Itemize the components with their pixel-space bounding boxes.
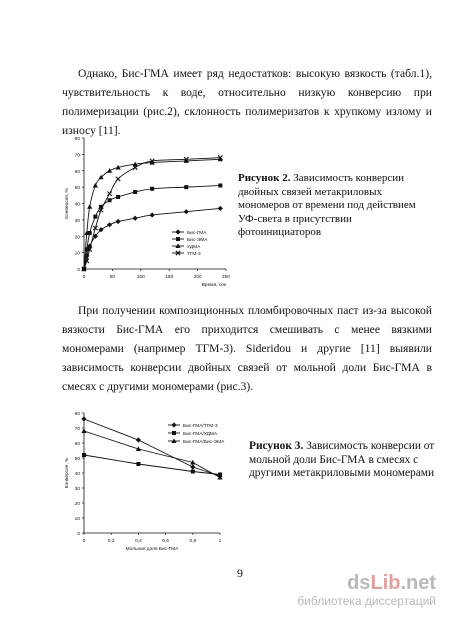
y-tick-label: 80 (74, 137, 80, 142)
data-point (116, 177, 120, 181)
x-tick-label: 0,4 (135, 539, 142, 544)
data-point (115, 219, 120, 224)
y-tick-label: 0 (77, 268, 80, 273)
x-tick-label: 150 (165, 275, 174, 280)
legend-marker (171, 422, 176, 427)
data-point (107, 191, 111, 195)
data-point (93, 183, 98, 188)
data-point (133, 216, 138, 221)
legend-entry: Бис-ГМА/Бис-ЭМА (183, 439, 225, 445)
legend-marker (172, 431, 176, 435)
y-tick-label: 10 (74, 517, 80, 522)
x-tick-label: 250 (221, 275, 231, 280)
figure-2-svg (62, 128, 247, 288)
figure-3-caption-label: Рисунок 3. (249, 440, 304, 452)
y-tick-label: 70 (74, 427, 80, 432)
data-point (190, 464, 195, 469)
data-point (136, 462, 140, 466)
x-tick-label: 1 (218, 539, 222, 544)
y-tick-label: 70 (74, 153, 80, 159)
legend-entry: Бис-ГМА (187, 230, 207, 236)
x-tick-label: 0 (82, 539, 86, 544)
figure-2-caption-label: Рисунок 2. (238, 172, 291, 184)
data-point (107, 168, 112, 173)
data-point (150, 187, 154, 191)
data-point (81, 416, 86, 421)
watermark-lib: Lib (370, 572, 401, 594)
paragraph-2-text: При получении композиционных пломбировочных паст из-за высокой вязкости Бис-ГМА его приходится смешивать с менее вязкими мономерами (например ТГМ-3). Sideridou и другие [11] выявили зависимость конверсии двойных связей от мольной доли Бис-ГМА в смесях с другими мономерами (рис.3). (62, 304, 432, 393)
y-axis-label: Конверсия, % (65, 188, 70, 219)
y-tick-label: 40 (74, 202, 80, 208)
x-tick-label: 200 (193, 275, 202, 280)
data-point (184, 185, 188, 189)
figure-3-svg (62, 405, 247, 555)
y-tick-label: 40 (74, 472, 80, 477)
legend-marker (175, 229, 180, 234)
series-line (84, 431, 220, 478)
data-point (81, 428, 86, 433)
y-tick-label: 80 (74, 412, 80, 417)
data-point (116, 195, 120, 199)
data-point (133, 190, 137, 194)
figure-2-chart (62, 128, 247, 293)
paragraph-1-text: Однако, Бис-ГМА имеет ряд недостатков: высокую вязкость (табл.1), чувствительность к воде, относительно низкую конверсию при полимеризации (рис.2), склонность полимеризатов к хрупкому излому и износу [11]. (62, 67, 432, 137)
y-tick-label: 10 (74, 251, 80, 257)
data-point (191, 470, 195, 474)
legend-entry: Бис-ГМА/УДМА (183, 431, 218, 437)
watermark-ds: ds (347, 572, 371, 594)
y-tick-label: 50 (74, 186, 80, 192)
data-point (82, 453, 86, 457)
paragraph-2 (62, 301, 432, 396)
figure-3-caption-text: Зависимость конверсии от мольной доли Бис-ГМА в смесях с другими метакриловыми мономерами (249, 440, 435, 479)
x-tick-label: 0,8 (189, 539, 197, 544)
x-tick-label: 100 (136, 275, 145, 280)
x-tick-label: 0,6 (162, 539, 169, 544)
y-tick-label: 30 (74, 487, 80, 492)
legend-entry: ТГМ-3 (187, 251, 201, 257)
data-point (136, 437, 141, 442)
data-point (218, 183, 222, 187)
figure-2-caption-text: Зависимость конверсии двойных связей метакриловых мономеров от времени под действием УФ-света в присутствии фотоинициаторов (238, 172, 416, 238)
y-tick-label: 50 (74, 457, 80, 462)
legend-marker (176, 237, 180, 241)
data-point (218, 206, 223, 211)
y-tick-label: 20 (74, 502, 80, 507)
data-point (108, 198, 112, 202)
figure-2-caption (238, 172, 434, 240)
watermark-subtitle: библиотека диссертаций (297, 594, 436, 608)
page-number: 9 (237, 566, 243, 580)
x-tick-label: 50 (109, 275, 116, 280)
watermark-net: .net (400, 572, 436, 594)
series-line (84, 455, 220, 475)
legend-entry: Бис-ГМА/ТГМ-3 (183, 423, 218, 429)
data-point (107, 222, 112, 227)
y-tick-label: 20 (74, 235, 80, 241)
y-tick-label: 30 (74, 218, 80, 224)
legend-entry: УДМА (187, 244, 201, 250)
x-axis-label: Мольная доля Бис-ГМА (125, 547, 179, 552)
watermark (297, 572, 436, 608)
y-tick-label: 0 (77, 532, 80, 537)
data-point (87, 204, 92, 209)
data-point (93, 215, 97, 219)
x-axis-label: Время, сек (201, 283, 226, 288)
figure-3-chart (62, 405, 247, 560)
figure-3-caption (249, 440, 435, 481)
data-point (184, 209, 189, 214)
y-tick-label: 60 (74, 169, 80, 175)
data-point (150, 212, 155, 217)
x-tick-label: 0 (82, 275, 86, 280)
legend-entry: Бис-ЭМА (187, 237, 208, 243)
y-axis-label: Конверсия, % (65, 457, 70, 489)
y-tick-label: 60 (74, 442, 80, 447)
x-tick-label: 0,2 (107, 539, 115, 544)
